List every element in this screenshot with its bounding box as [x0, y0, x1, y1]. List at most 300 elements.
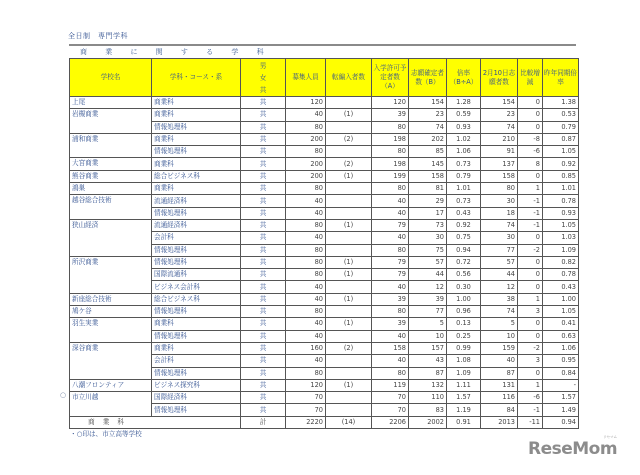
department-cell: 流通経済科 — [152, 219, 241, 231]
department-cell: 総合ビジネス科 — [152, 293, 241, 305]
diff-cell: -2 — [518, 244, 543, 256]
rate-cell: 1.11 — [447, 379, 481, 391]
school-name-cell: 熊谷商業 — [70, 170, 152, 182]
transfer-cell — [326, 367, 372, 379]
admit-cell: 40 — [372, 207, 409, 219]
document-heading: 全日制 専門学科 — [68, 32, 128, 40]
feb10-cell: 74 — [481, 121, 518, 133]
rate-cell: 1.01 — [447, 183, 481, 195]
header-admit: 入学許可予定者数（A） — [372, 59, 409, 97]
transfer-cell — [326, 195, 372, 207]
transfer-cell — [326, 232, 372, 244]
department-cell: ビジネス探究科 — [152, 379, 241, 391]
table-row — [70, 379, 579, 391]
applicants-cell: 110 — [409, 392, 447, 404]
coed-cell: 共 — [241, 269, 286, 281]
last-year-cell: 0.41 — [543, 318, 579, 330]
header-sex-text: 男女共 — [259, 61, 267, 94]
coed-cell: 共 — [241, 342, 286, 354]
capacity-cell: 80 — [286, 269, 326, 281]
department-cell: 国際経済科 — [152, 392, 241, 404]
department-cell: 総合ビジネス科 — [152, 170, 241, 182]
feb10-cell: 159 — [481, 342, 518, 354]
admit-cell: 80 — [372, 121, 409, 133]
diff-cell: 0 — [518, 269, 543, 281]
transfer-cell: (1) — [326, 219, 372, 231]
transfer-cell — [326, 183, 372, 195]
rate-cell: 0.56 — [447, 269, 481, 281]
feb10-cell: 18 — [481, 207, 518, 219]
header-last-year: 昨年同期倍率 — [543, 59, 579, 97]
total-capacity-cell: 2220 — [286, 416, 326, 428]
diff-cell: 0 — [518, 256, 543, 268]
coed-cell: 共 — [241, 207, 286, 219]
capacity-cell: 120 — [286, 379, 326, 391]
applicants-cell: 83 — [409, 404, 447, 416]
capacity-cell: 40 — [286, 281, 326, 293]
feb10-cell: 154 — [481, 97, 518, 109]
applicants-cell: 75 — [409, 244, 447, 256]
applicants-cell: 85 — [409, 146, 447, 158]
resemom-logo: ReseMom — [528, 439, 618, 459]
admit-cell: 80 — [372, 183, 409, 195]
feb10-cell: 74 — [481, 219, 518, 231]
applicants-cell: 87 — [409, 367, 447, 379]
section-subtitle: 商 業 に 関 す る 学 科 — [80, 48, 265, 56]
capacity-cell: 70 — [286, 404, 326, 416]
last-year-cell: 1.49 — [543, 404, 579, 416]
last-year-cell: 0.43 — [543, 281, 579, 293]
department-cell: 流通経済科 — [152, 195, 241, 207]
capacity-cell: 80 — [286, 121, 326, 133]
transfer-cell: (2) — [326, 133, 372, 145]
diff-cell: 8 — [518, 158, 543, 170]
capacity-cell: 40 — [286, 355, 326, 367]
applicants-cell: 145 — [409, 158, 447, 170]
header-rate: 倍率（B÷A） — [447, 59, 481, 97]
coed-cell: 共 — [241, 306, 286, 318]
capacity-cell: 40 — [286, 207, 326, 219]
coed-cell: 共 — [241, 97, 286, 109]
coed-cell: 共 — [241, 183, 286, 195]
applicants-cell: 17 — [409, 207, 447, 219]
coed-cell: 共 — [241, 195, 286, 207]
diff-cell: 3 — [518, 355, 543, 367]
rate-cell: 0.92 — [447, 219, 481, 231]
rate-cell: 0.94 — [447, 244, 481, 256]
transfer-cell: (2) — [326, 342, 372, 354]
school-name-cell: 大宮商業 — [70, 158, 152, 170]
total-admit-cell: 2206 — [372, 416, 409, 428]
admit-cell: 40 — [372, 195, 409, 207]
rate-cell: 1.57 — [447, 392, 481, 404]
school-name-cell: 八潮フロンティア — [70, 379, 152, 391]
table-row — [70, 256, 579, 268]
applicants-cell: 43 — [409, 355, 447, 367]
admit-cell: 79 — [372, 219, 409, 231]
admit-cell: 198 — [372, 133, 409, 145]
department-cell: 会計科 — [152, 355, 241, 367]
capacity-cell: 80 — [286, 256, 326, 268]
last-year-cell: 0.92 — [543, 158, 579, 170]
resemom-logo-ruby: リセマム — [603, 435, 617, 439]
feb10-cell: 44 — [481, 269, 518, 281]
diff-cell: -8 — [518, 133, 543, 145]
school-name-cell: 鴻巣 — [70, 183, 152, 195]
feb10-cell: 10 — [481, 330, 518, 342]
department-cell: 商業科 — [152, 133, 241, 145]
total-applicants-cell: 2002 — [409, 416, 447, 428]
rate-cell: 0.72 — [447, 256, 481, 268]
transfer-cell: (1) — [326, 109, 372, 121]
diff-cell: 1 — [518, 183, 543, 195]
coed-cell: 共 — [241, 133, 286, 145]
rate-cell: 0.75 — [447, 232, 481, 244]
rate-cell: 0.99 — [447, 342, 481, 354]
table-row — [70, 219, 579, 231]
transfer-cell: (1) — [326, 170, 372, 182]
header-transfer: 転編入者数 — [326, 59, 372, 97]
diff-cell: 0 — [518, 367, 543, 379]
rate-cell: 0.73 — [447, 158, 481, 170]
capacity-cell: 80 — [286, 146, 326, 158]
rate-cell: 0.25 — [447, 330, 481, 342]
header-school: 学校名 — [70, 59, 152, 97]
last-year-cell: 0.82 — [543, 256, 579, 268]
table-row — [70, 170, 579, 182]
capacity-cell: 40 — [286, 232, 326, 244]
feb10-cell: 38 — [481, 293, 518, 305]
heading-divider — [69, 44, 576, 46]
transfer-cell — [326, 330, 372, 342]
diff-cell: 0 — [518, 330, 543, 342]
diff-cell: -2 — [518, 342, 543, 354]
admit-cell: 119 — [372, 379, 409, 391]
feb10-cell: 5 — [481, 318, 518, 330]
diff-cell: -6 — [518, 392, 543, 404]
feb10-cell: 87 — [481, 367, 518, 379]
table-row — [70, 158, 579, 170]
coed-cell: 共 — [241, 330, 286, 342]
coed-cell: 共 — [241, 109, 286, 121]
department-cell: 情報処理科 — [152, 306, 241, 318]
rate-cell: 0.93 — [447, 121, 481, 133]
admit-cell: 158 — [372, 342, 409, 354]
department-cell: 商業科 — [152, 109, 241, 121]
transfer-cell: (1) — [326, 379, 372, 391]
table-row — [70, 183, 579, 195]
diff-cell: 3 — [518, 306, 543, 318]
last-year-cell: 1.05 — [543, 219, 579, 231]
header-diff: 比較増減 — [518, 59, 543, 97]
applicants-cell: 154 — [409, 97, 447, 109]
school-name-cell: 市立川越 — [70, 392, 152, 417]
capacity-cell: 80 — [286, 306, 326, 318]
admit-cell: 80 — [372, 244, 409, 256]
school-name-cell: 上尾 — [70, 97, 152, 109]
header-dept: 学科・コース・系 — [152, 59, 241, 97]
capacity-cell: 80 — [286, 244, 326, 256]
transfer-cell — [326, 146, 372, 158]
table-row — [70, 306, 579, 318]
applicants-cell: 81 — [409, 183, 447, 195]
school-name-cell: 新座総合技術 — [70, 293, 152, 305]
transfer-cell — [326, 404, 372, 416]
diff-cell: 1 — [518, 379, 543, 391]
admit-cell: 70 — [372, 404, 409, 416]
rate-cell: 1.08 — [447, 355, 481, 367]
total-last-year-cell: 0.94 — [543, 416, 579, 428]
capacity-cell: 40 — [286, 195, 326, 207]
admit-cell: 39 — [372, 293, 409, 305]
footnote: ・○印は、市立高等学校 — [70, 430, 142, 438]
admit-cell: 80 — [372, 306, 409, 318]
total-row — [70, 416, 579, 428]
transfer-cell — [326, 281, 372, 293]
coed-cell: 共 — [241, 367, 286, 379]
rate-cell: 1.06 — [447, 146, 481, 158]
table-row — [70, 318, 579, 330]
department-cell: 商業科 — [152, 97, 241, 109]
admit-cell: 40 — [372, 281, 409, 293]
applicants-cell: 158 — [409, 170, 447, 182]
table-row — [70, 392, 579, 404]
transfer-cell: (1) — [326, 318, 372, 330]
rate-cell: 1.28 — [447, 97, 481, 109]
applicants-cell: 57 — [409, 256, 447, 268]
transfer-cell — [326, 392, 372, 404]
total-rate-cell: 0.91 — [447, 416, 481, 428]
admit-cell: 70 — [372, 392, 409, 404]
feb10-cell: 12 — [481, 281, 518, 293]
feb10-cell: 40 — [481, 355, 518, 367]
rate-cell: 1.02 — [447, 133, 481, 145]
applicants-cell: 157 — [409, 342, 447, 354]
diff-cell: 0 — [518, 109, 543, 121]
department-cell: 商業科 — [152, 342, 241, 354]
coed-cell: 共 — [241, 244, 286, 256]
applicants-cell: 5 — [409, 318, 447, 330]
capacity-cell: 120 — [286, 97, 326, 109]
rate-cell: 0.96 — [447, 306, 481, 318]
table-row — [70, 109, 579, 121]
total-label: 商 業 科 — [70, 416, 241, 428]
last-year-cell: 0.78 — [543, 195, 579, 207]
rate-cell: 0.73 — [447, 195, 481, 207]
feb10-cell: 84 — [481, 404, 518, 416]
last-year-cell: 1.38 — [543, 97, 579, 109]
header-feb10: 2月10日志願者数 — [481, 59, 518, 97]
applicants-cell: 39 — [409, 293, 447, 305]
school-name-cell: 越谷総合技術 — [70, 195, 152, 220]
applicants-cell: 10 — [409, 330, 447, 342]
capacity-cell: 40 — [286, 109, 326, 121]
municipal-school-mark: ○ — [60, 391, 67, 399]
diff-cell: 0 — [518, 318, 543, 330]
department-cell: 商業科 — [152, 158, 241, 170]
table-header — [70, 59, 579, 97]
diff-cell: -1 — [518, 195, 543, 207]
diff-cell: -6 — [518, 146, 543, 158]
capacity-cell: 80 — [286, 219, 326, 231]
total-sex-cell: 計 — [241, 416, 286, 428]
transfer-cell — [326, 121, 372, 133]
department-cell: 商業科 — [152, 318, 241, 330]
admit-cell: 40 — [372, 232, 409, 244]
diff-cell: -1 — [518, 207, 543, 219]
header-applicants: 志願確定者数（B） — [409, 59, 447, 97]
rate-cell: 0.13 — [447, 318, 481, 330]
coed-cell: 共 — [241, 392, 286, 404]
admit-cell: 40 — [372, 330, 409, 342]
last-year-cell: 1.57 — [543, 392, 579, 404]
coed-cell: 共 — [241, 293, 286, 305]
last-year-cell: 1.01 — [543, 183, 579, 195]
transfer-cell — [326, 306, 372, 318]
rate-cell: 1.09 — [447, 367, 481, 379]
last-year-cell: - — [543, 379, 579, 391]
last-year-cell: 1.06 — [543, 342, 579, 354]
school-name-cell: 所沢商業 — [70, 256, 152, 293]
feb10-cell: 210 — [481, 133, 518, 145]
coed-cell: 共 — [241, 158, 286, 170]
diff-cell: 0 — [518, 232, 543, 244]
capacity-cell: 40 — [286, 318, 326, 330]
total-feb10-cell: 2013 — [481, 416, 518, 428]
school-name-cell: 浦和商業 — [70, 133, 152, 158]
feb10-cell: 116 — [481, 392, 518, 404]
feb10-cell: 158 — [481, 170, 518, 182]
transfer-cell: (1) — [326, 293, 372, 305]
admit-cell: 80 — [372, 367, 409, 379]
transfer-cell — [326, 244, 372, 256]
rate-cell: 1.19 — [447, 404, 481, 416]
table-row — [70, 342, 579, 354]
coed-cell: 共 — [241, 355, 286, 367]
rate-cell: 0.59 — [447, 109, 481, 121]
capacity-cell: 80 — [286, 183, 326, 195]
department-cell: 会計科 — [152, 232, 241, 244]
admit-cell: 39 — [372, 318, 409, 330]
feb10-cell: 30 — [481, 195, 518, 207]
last-year-cell: 0.53 — [543, 109, 579, 121]
coed-cell: 共 — [241, 281, 286, 293]
admit-cell: 40 — [372, 355, 409, 367]
table-row — [70, 97, 579, 109]
transfer-cell — [326, 97, 372, 109]
applicants-cell: 23 — [409, 109, 447, 121]
last-year-cell: 1.00 — [543, 293, 579, 305]
capacity-cell: 200 — [286, 170, 326, 182]
coed-cell: 共 — [241, 232, 286, 244]
feb10-cell: 137 — [481, 158, 518, 170]
header-capacity: 募集人員 — [286, 59, 326, 97]
school-name-cell: 鳩ケ谷 — [70, 306, 152, 318]
applicants-cell: 77 — [409, 306, 447, 318]
admit-cell: 198 — [372, 158, 409, 170]
last-year-cell: 0.93 — [543, 207, 579, 219]
capacity-cell: 200 — [286, 158, 326, 170]
diff-cell: 0 — [518, 281, 543, 293]
school-name-cell: 深谷商業 — [70, 342, 152, 379]
feb10-cell: 74 — [481, 306, 518, 318]
applicants-cell: 132 — [409, 379, 447, 391]
applicants-cell: 30 — [409, 232, 447, 244]
rate-cell: 0.30 — [447, 281, 481, 293]
coed-cell: 共 — [241, 256, 286, 268]
table-row — [70, 293, 579, 305]
last-year-cell: 1.09 — [543, 244, 579, 256]
last-year-cell: 0.85 — [543, 170, 579, 182]
total-transfer-cell: (14) — [326, 416, 372, 428]
transfer-cell: (1) — [326, 256, 372, 268]
department-cell: 情報処理科 — [152, 404, 241, 416]
applicants-cell: 29 — [409, 195, 447, 207]
department-cell: 情報処理科 — [152, 256, 241, 268]
school-name-cell: 岩槻商業 — [70, 109, 152, 134]
rate-cell: 0.43 — [447, 207, 481, 219]
last-year-cell: 0.78 — [543, 269, 579, 281]
department-cell: ビジネス会計科 — [152, 281, 241, 293]
rate-cell: 1.00 — [447, 293, 481, 305]
coed-cell: 共 — [241, 219, 286, 231]
feb10-cell: 131 — [481, 379, 518, 391]
table-body — [70, 97, 579, 429]
applicants-cell: 74 — [409, 121, 447, 133]
feb10-cell: 23 — [481, 109, 518, 121]
last-year-cell: 1.05 — [543, 146, 579, 158]
last-year-cell: 0.87 — [543, 133, 579, 145]
feb10-cell: 77 — [481, 244, 518, 256]
applicants-cell: 202 — [409, 133, 447, 145]
coed-cell: 共 — [241, 318, 286, 330]
admit-cell: 199 — [372, 170, 409, 182]
school-name-cell: 狭山経済 — [70, 219, 152, 256]
department-cell: 国際流通科 — [152, 269, 241, 281]
last-year-cell: 1.05 — [543, 306, 579, 318]
department-cell: 情報処理科 — [152, 244, 241, 256]
capacity-cell: 40 — [286, 293, 326, 305]
coed-cell: 共 — [241, 121, 286, 133]
applicants-cell: 44 — [409, 269, 447, 281]
last-year-cell: 1.03 — [543, 232, 579, 244]
diff-cell: 0 — [518, 97, 543, 109]
coed-cell: 共 — [241, 170, 286, 182]
total-diff-cell: -11 — [518, 416, 543, 428]
diff-cell: -1 — [518, 404, 543, 416]
capacity-cell: 80 — [286, 367, 326, 379]
department-cell: 情報処理科 — [152, 146, 241, 158]
last-year-cell: 0.63 — [543, 330, 579, 342]
feb10-cell: 30 — [481, 232, 518, 244]
applicants-cell: 12 — [409, 281, 447, 293]
diff-cell: 1 — [518, 293, 543, 305]
table-row — [70, 195, 579, 207]
transfer-cell: (1) — [326, 269, 372, 281]
department-cell: 情報処理科 — [152, 367, 241, 379]
feb10-cell: 57 — [481, 256, 518, 268]
department-cell: 情報処理科 — [152, 330, 241, 342]
last-year-cell: 0.84 — [543, 367, 579, 379]
admit-cell: 39 — [372, 109, 409, 121]
header-sex — [241, 59, 286, 97]
last-year-cell: 0.95 — [543, 355, 579, 367]
feb10-cell: 91 — [481, 146, 518, 158]
admission-table — [69, 58, 579, 429]
department-cell: 商業科 — [152, 183, 241, 195]
diff-cell: -1 — [518, 219, 543, 231]
diff-cell: 0 — [518, 170, 543, 182]
